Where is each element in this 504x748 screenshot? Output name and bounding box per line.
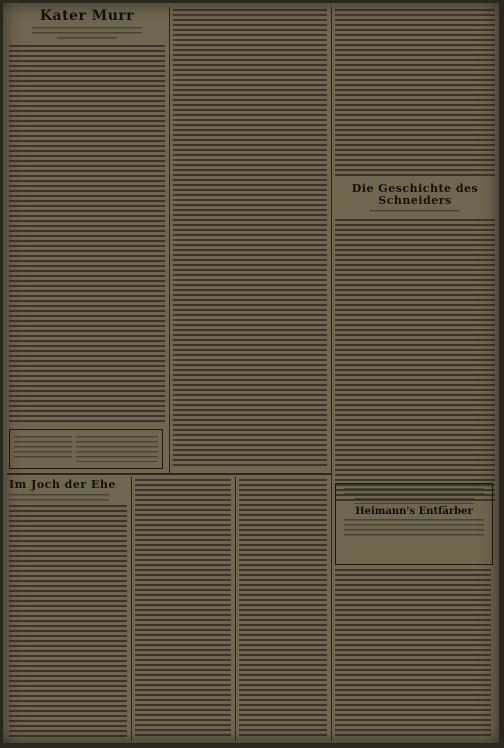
text-block [14,436,72,460]
newspaper-page [3,3,499,743]
text-block [9,505,127,739]
middle-column [173,9,327,471]
text-block [335,9,495,179]
bottom-left-column [9,479,127,741]
text-block [344,488,484,496]
left-column [9,9,165,471]
text-block [370,210,460,215]
section-rule [7,473,331,475]
bottom-right-column [239,479,327,741]
serial-title: Im Joch der Ehe [9,479,116,491]
text-block [335,569,491,737]
text-block [57,37,117,42]
text-block [76,436,158,462]
text-block [344,519,484,537]
column-rule [131,477,132,741]
text-block [354,498,474,504]
advertisement-box [335,483,493,565]
text-block [9,494,109,502]
text-block [9,45,165,423]
text-block [173,9,327,469]
story-title: Die Geschichte des Schneiders [351,182,479,208]
text-block [32,27,142,35]
advertisement-brand: Heimann's Entfärber [355,506,473,517]
right-column [335,9,495,741]
text-block [335,219,495,504]
story-title: Kater Murr [39,9,135,24]
advertisement-box [9,429,163,469]
text-block [239,479,327,737]
bottom-middle-column [135,479,231,741]
text-block [135,479,231,737]
column-rule [235,477,236,741]
column-rule [331,7,332,741]
column-rule [169,7,170,473]
